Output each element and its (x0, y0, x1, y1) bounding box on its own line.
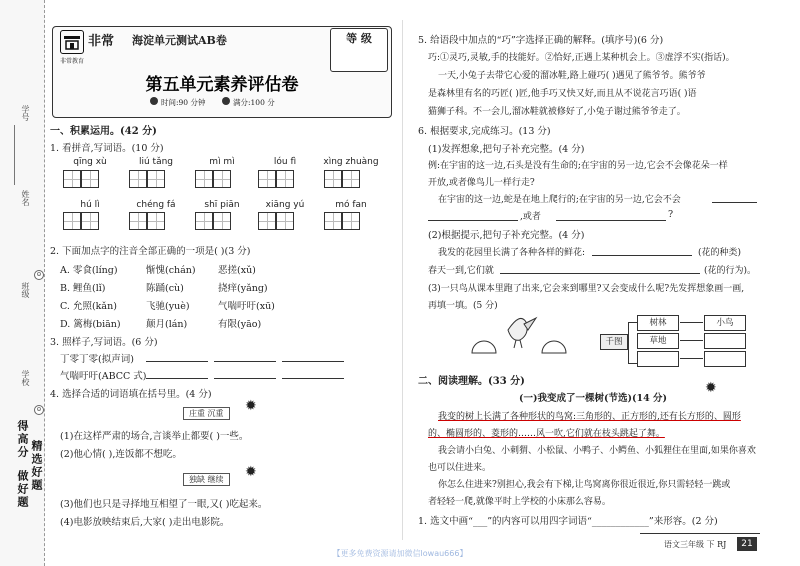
map-node: 小鸟 (704, 315, 746, 331)
map-bracket (628, 322, 637, 364)
passage-title: (一)我变成了一棵树(节选)(14 分) (519, 393, 667, 404)
answer-blank[interactable] (556, 211, 666, 221)
q1-prompt: 1. 看拼音,写词语。(10 分) (50, 143, 164, 154)
writing-box[interactable] (81, 212, 99, 230)
writing-box[interactable] (324, 170, 342, 188)
exam-time: 时间:90 分钟 (161, 98, 206, 107)
map-node: 树林 (637, 315, 679, 331)
map-empty-node[interactable] (637, 351, 679, 367)
answer-blank[interactable] (146, 352, 208, 362)
writing-box[interactable] (81, 170, 99, 188)
writing-box[interactable] (213, 170, 231, 188)
q2-option: 有限(yāo) (218, 319, 262, 330)
q6-2b-hint: (花的行为)。 (704, 266, 757, 276)
q2-option: C. 允照(kǎn) (60, 301, 117, 312)
brand-sub: 非常教育 (60, 58, 85, 65)
passage-line: 你怎么住进来?别担心,我会有下梯,让鸟窝离你很近很近,你只需轻轻一跳或 (438, 480, 731, 490)
q6-part-3: (3)一只鸟从课本里跑了出来,它会来到哪里?又会变成什么呢?先发挥想象画一画, (428, 284, 745, 294)
q3-prompt: 3. 照样子,写词语。(6 分) (50, 337, 158, 348)
q2-option: 陈踊(cù) (146, 283, 184, 294)
map-connector (680, 322, 703, 323)
answer-blank[interactable] (592, 246, 692, 256)
writing-box[interactable] (213, 212, 231, 230)
q6-example-2: 开放,或者像鸟儿一样行走? (428, 178, 535, 188)
q6-prompt: 6. 根据要求,完成练习。(13 分) (418, 126, 551, 137)
q4-sentence-4: (4)电影放映结束后,大家( )走出电影院。 (60, 517, 230, 528)
map-connector (680, 358, 703, 359)
q1-pinyin: qīng xù (73, 157, 107, 167)
sun-icon: ✹ (705, 380, 717, 396)
answer-blank[interactable] (282, 369, 344, 379)
q1-pinyin: shī piān (204, 200, 240, 210)
q2-option: A. 零食(líng) (60, 265, 118, 276)
q2-option: D. 篱梅(biān) (60, 319, 121, 330)
writing-box[interactable] (258, 212, 276, 230)
answer-blank[interactable] (428, 211, 518, 221)
edition-label: 语文三年级 下 RJ (664, 540, 727, 549)
q4-sentence-3: (3)他们也只是寻择地互相望了一眼,又( )吃起来。 (60, 499, 268, 510)
map-node: 草地 (637, 333, 679, 349)
q2-option: B. 鲤鱼(lǐ) (60, 283, 106, 294)
q4-prompt: 4. 选择合适的词语填在括号里。(4 分) (50, 389, 212, 400)
binding-label-school: 学校 (21, 370, 30, 386)
q1-pinyin: xìng zhuàng (323, 157, 379, 167)
passage-line: 也可以住进来。 (428, 463, 492, 473)
map-center: 千图 (600, 334, 628, 350)
q2-option: 颠月(lán) (146, 319, 188, 330)
q3-example-1: 丁零丁零(拟声词) (60, 354, 134, 365)
writing-box[interactable] (147, 212, 165, 230)
q6-2a-hint: (花的种类) (698, 248, 742, 258)
word-choice-tag: 独缺 继续 (183, 473, 230, 486)
passage-line: 我会请小白兔、小刺猬、小松鼠、小鸭子、小鳄鱼、小狐狸住在里面,如果你喜欢 (438, 446, 756, 456)
slogan-3: 精选好题 (30, 440, 43, 492)
reading-q1: 1. 选文中画“___”的内容可以用四字词语“____________”来形容。(2 分) (418, 516, 718, 527)
writing-box[interactable] (276, 170, 294, 188)
answer-blank[interactable] (214, 352, 276, 362)
q5-passage-1: 一天,小兔子去带它心爱的溜冰鞋,路上碰巧( )遇见了熊爷爷。熊爷爷 (438, 71, 706, 81)
answer-blank[interactable] (282, 352, 344, 362)
q6-fill-2: ,或者 (520, 212, 541, 222)
q6-example-1: 例:在宇宙的这一边,石头是没有生命的;在宇宙的另一边,它会不会像花朵一样 (428, 161, 728, 171)
q5-prompt: 5. 给语段中加点的“巧”字选择正确的解释。(填序号)(6 分) (418, 35, 664, 46)
writing-box[interactable] (129, 212, 147, 230)
writing-box[interactable] (324, 212, 342, 230)
passage-line: 的、椭圆形的、菱形的……风一吹,它们就在枝头跳起了舞。 (428, 429, 665, 439)
q4-sentence-2: (2)他心情( ),连饭都不想吃。 (60, 449, 182, 460)
binding-label-class: 班级 (21, 282, 30, 298)
q1-pinyin: chéng fá (136, 200, 176, 210)
q1-pinyin: xiāng yú (265, 200, 305, 210)
exam-score: 满分:100 分 (233, 98, 275, 107)
series-name: 海淀单元测试AB卷 (132, 34, 227, 47)
writing-box[interactable] (63, 170, 81, 188)
map-empty-node[interactable] (704, 333, 746, 349)
passage-line: 我变的树上长满了各种形状的鸟窝:三角形的、正方形的,还有长方形的、圆形 (438, 412, 741, 422)
map-connector (680, 340, 703, 341)
writing-box[interactable] (195, 170, 213, 188)
footer-rule (640, 533, 760, 534)
binding-circle-mark-2: ⊙ (34, 405, 44, 415)
binding-line (14, 125, 15, 185)
page-title: 第五单元素养评估卷 (145, 75, 299, 95)
column-divider (402, 20, 403, 540)
q6-part-3b: 再填一填。(5 分) (428, 301, 498, 311)
watermark: 【更多免费资源请加微信lowau666】 (332, 549, 468, 558)
passage-line: 者轻轻一爬,就像平时上学校的小床那么容易。 (428, 497, 611, 507)
writing-box[interactable] (195, 212, 213, 230)
sun-icon: ✹ (245, 398, 257, 414)
binding-label-name: 姓名 (21, 190, 30, 206)
q2-option: 挠痒(yǎng) (218, 283, 268, 294)
bird-illustration (470, 308, 600, 363)
writing-box[interactable] (276, 212, 294, 230)
writing-box[interactable] (63, 212, 81, 230)
q6-part-1: (1)发挥想象,把句子补充完整。(4 分) (428, 144, 585, 155)
q1-pinyin: hú lì (80, 200, 100, 210)
q6-part-2: (2)根据提示,把句子补充完整。(4 分) (428, 230, 585, 241)
brand-name: 非常 (88, 34, 115, 49)
writing-box[interactable] (342, 212, 360, 230)
slogan-1: 做好题 (16, 470, 29, 509)
q1-pinyin: mì mì (209, 157, 235, 167)
q2-prompt: 2. 下面加点字的注音全部正确的一项是( )(3 分) (50, 246, 251, 257)
q5-definitions: 巧:①灵巧,灵敏,手的技能好。②恰好,正遇上某种机会上。③虚浮不实(指话)。 (428, 53, 735, 63)
grade-label: 等 级 (346, 32, 372, 45)
q6-2b: 春天一到,它们就 (428, 266, 494, 276)
q1-pinyin: lóu fì (273, 157, 297, 167)
section-2-heading: 二、阅读理解。(33 分) (418, 376, 525, 387)
section-1-heading: 一、积累运用。(42 分) (50, 126, 157, 137)
q4-sentence-1: (1)在这样严肃的场合,言谈举止都要( )一些。 (60, 431, 249, 442)
slogan-2: 得高分 (16, 420, 29, 459)
word-choice-tag: 庄重 沉重 (183, 407, 230, 420)
binding-circle-mark: ⊙ (34, 270, 44, 280)
page-number: 21 (737, 537, 757, 551)
writing-box[interactable] (258, 170, 276, 188)
q6-fill-1: 在宇宙的这一边,蛇是在地上爬行的;在宇宙的另一边,它会不会 (438, 195, 681, 205)
q1-pinyin: mó fan (335, 200, 367, 210)
q5-passage-2: 是森林里有名的巧匠( )匠,他手巧又快又好,而且从不说花言巧语( )语 (428, 89, 697, 99)
writing-box[interactable] (129, 170, 147, 188)
q2-option: 气喘吁吁(xū) (218, 301, 275, 312)
answer-blank[interactable] (214, 369, 276, 379)
binding-label-student-id: 学号 (21, 105, 30, 121)
sun-icon: ✹ (245, 464, 257, 480)
clock-icon (150, 97, 158, 105)
writing-box[interactable] (342, 170, 360, 188)
check-icon (222, 97, 230, 105)
q2-option: 恶搓(xǔ) (218, 265, 256, 276)
writing-box[interactable] (147, 170, 165, 188)
answer-blank[interactable] (146, 369, 208, 379)
answer-blank[interactable] (712, 193, 757, 203)
q2-option: 惭愧(chán) (146, 265, 196, 276)
answer-blank[interactable] (500, 264, 700, 274)
question-mark: ? (668, 209, 674, 220)
map-empty-node[interactable] (704, 351, 746, 367)
q5-passage-3: 猫狮子科。不一会儿,溜冰鞋就被修好了,小兔子谢过熊爷爷走了。 (428, 107, 686, 117)
q6-2a: 我发的花园里长满了各种各样的鲜花: (438, 248, 586, 258)
q2-option: 飞驰(yuè) (146, 301, 190, 312)
q1-pinyin: liú tǎng (138, 157, 174, 167)
brand-logo-icon (60, 30, 84, 54)
q3-example-2: 气喘吁吁(ABCC 式) (60, 371, 147, 382)
